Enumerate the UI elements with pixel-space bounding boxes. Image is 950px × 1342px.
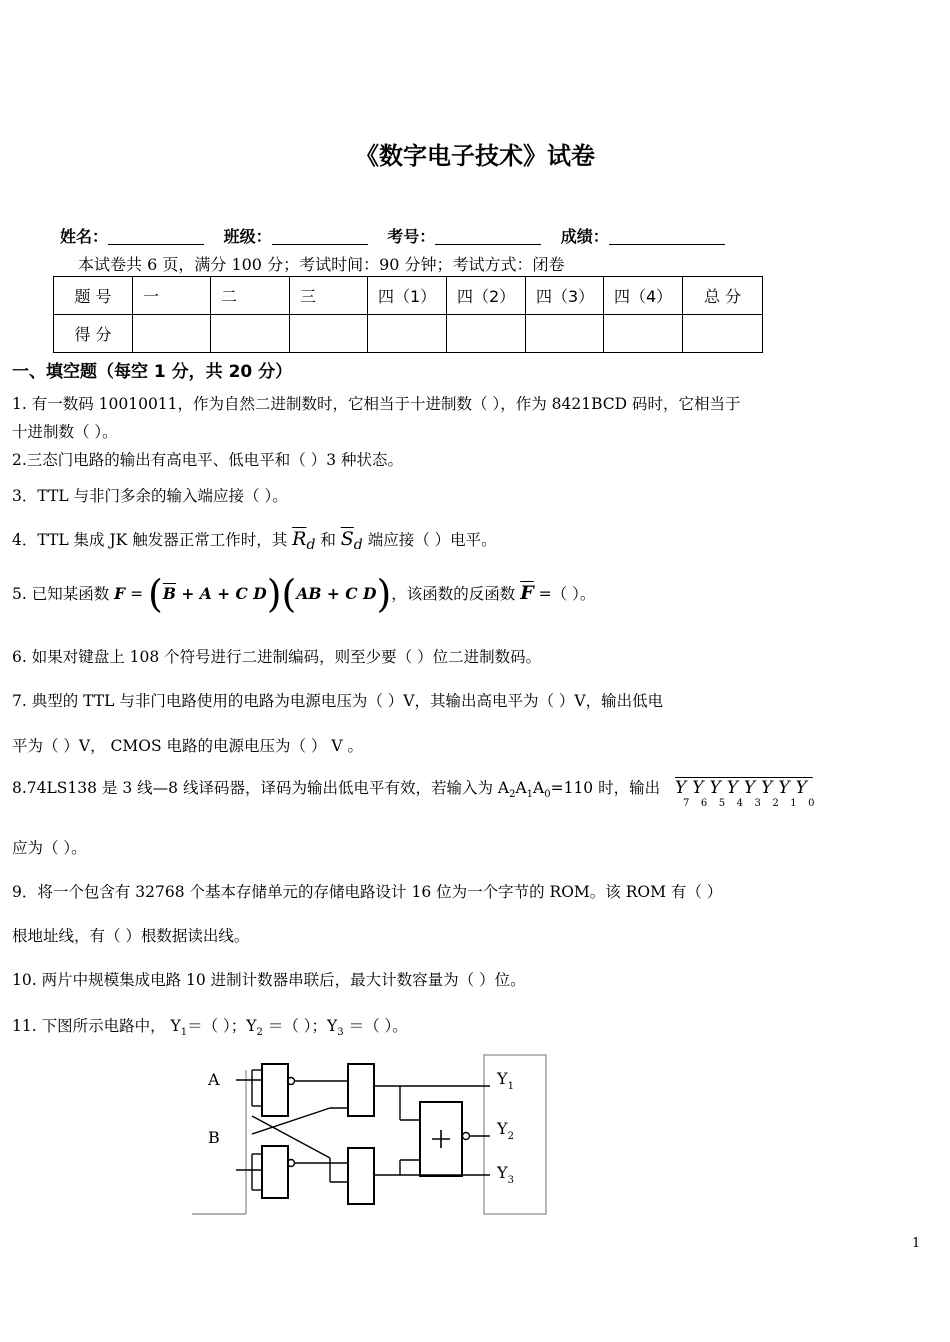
score-cell[interactable] bbox=[368, 315, 447, 353]
score-label: 成绩： bbox=[560, 227, 609, 246]
score-cell[interactable] bbox=[133, 315, 211, 353]
question-6: 6. 如果对键盘上 108 个符号进行二进制编码，则至少要（ ）位二进制数码。 bbox=[12, 648, 542, 666]
question-11: 11. 下图所示电路中， $Y_1=$（ ）；$Y_2$ ＝（ ）；$Y_3$ ＝（ ）。 bbox=[12, 1017, 408, 1039]
score-cell[interactable] bbox=[447, 315, 526, 353]
question-8-line-2: 应为（ ）。 bbox=[12, 839, 87, 857]
score-header-cell: 总 分 bbox=[683, 277, 763, 315]
score-cell[interactable] bbox=[526, 315, 604, 353]
and-gate-1 bbox=[348, 1064, 374, 1116]
score-cell[interactable] bbox=[211, 315, 290, 353]
nand-gate-2 bbox=[262, 1146, 288, 1198]
page-number: 1 bbox=[912, 1236, 921, 1251]
and-gate-2 bbox=[348, 1148, 374, 1204]
score-blank[interactable] bbox=[609, 228, 725, 245]
f-bar: $\overline{F}$ bbox=[520, 582, 534, 604]
b-bar: $\overline{B}$ bbox=[162, 584, 176, 603]
question-2: 2.三态门电路的输出有高电平、低电平和（ ）3 种状态。 bbox=[12, 451, 404, 469]
wire bbox=[252, 1108, 330, 1134]
question-1-line-1: 1. 有一数码 10010011，作为自然二进制数时，它相当于十进制数（ ），作为 8421BCD 码时，它相当于 bbox=[12, 395, 741, 413]
rd-bar: $\overline{R}$ bbox=[292, 528, 307, 550]
output-frame bbox=[484, 1055, 546, 1214]
sd-bar: $\overline{S}$ bbox=[340, 528, 354, 550]
student-info-row bbox=[60, 224, 739, 247]
logic-circuit-diagram bbox=[190, 1050, 560, 1220]
output-y2-label: $Y_2$ bbox=[497, 1119, 514, 1142]
id-blank[interactable] bbox=[435, 228, 541, 245]
score-header-cell: 二 bbox=[211, 277, 290, 315]
question-3: 3．TTL 与非门多余的输入端应接（ ）。 bbox=[12, 487, 288, 505]
output-y1-label: $Y_1$ bbox=[497, 1069, 514, 1092]
score-table-header-row bbox=[54, 277, 763, 315]
question-10: 10. 两片中规模集成电路 10 进制计数器串联后，最大计数容量为（ ）位。 bbox=[12, 971, 526, 989]
question-9-line-2: 根地址线，有（ ）根数据读出线。 bbox=[12, 927, 250, 945]
input-a-label: A bbox=[208, 1070, 220, 1089]
question-5: 5. 已知某函数 $F = (\overline{B} + A + C$ D)(AB + C D)，该函数的反函数 $\overline{F}$ =（ ）。 bbox=[12, 572, 596, 616]
question-4: 4．TTL 集成 JK 触发器正常工作时，其 $\overline{R}_d$ 和 $\overline{S}_d$ 端应接（ ）电平。 bbox=[12, 528, 497, 554]
score-table bbox=[53, 276, 763, 353]
score-cell[interactable] bbox=[604, 315, 683, 353]
question-7-line-1: 7. 典型的 TTL 与非门电路使用的电路为电源电压为（ ）V，其输出高电平为（ ）V，输出低电 bbox=[12, 692, 664, 710]
question-8: 8.74LS138 是 3 线—8 线译码器，译码为输出低电平有效，若输入为 $A_2A_1A_0=110$ 时，输出 YYYYYYYY 76543210 bbox=[12, 778, 826, 809]
score-header-cell: 四（3） bbox=[526, 277, 604, 315]
score-header-cell: 四（1） bbox=[368, 277, 447, 315]
score-cell[interactable] bbox=[290, 315, 368, 353]
score-header-cell: 三 bbox=[290, 277, 368, 315]
score-header-cell: 四（4） bbox=[604, 277, 683, 315]
nand-gate-1 bbox=[262, 1064, 288, 1116]
input-b-label: B bbox=[208, 1128, 220, 1147]
id-label: 考号： bbox=[387, 227, 436, 246]
question-7-line-2: 平为（ ）V， CMOS 电路的电源电压为（ ） V 。 bbox=[12, 737, 364, 755]
wire bbox=[252, 1116, 330, 1158]
question-1-line-2: 十进制数（ ）。 bbox=[12, 423, 118, 441]
question-9-line-1: 9．将一个包含有 32768 个基本存储单元的存储电路设计 16 位为一个字节的 ROM。该 ROM 有（ ） bbox=[12, 883, 723, 901]
score-table-score-row bbox=[54, 315, 763, 353]
section-heading-1: 一、填空题（每空 1 分，共 20 分） bbox=[12, 362, 293, 382]
name-blank[interactable] bbox=[108, 228, 204, 245]
name-label: 姓名： bbox=[60, 227, 109, 246]
output-y3-label: $Y_3$ bbox=[497, 1163, 514, 1186]
inverter-bubble bbox=[463, 1133, 470, 1140]
score-cell[interactable] bbox=[683, 315, 763, 353]
score-header-cell: 四（2） bbox=[447, 277, 526, 315]
score-row-label: 得 分 bbox=[54, 315, 133, 353]
page-title: 《数字电子技术》试卷 bbox=[355, 142, 595, 170]
decoder-outputs: YYYYYYYY 76543210 bbox=[675, 778, 826, 809]
class-blank[interactable] bbox=[272, 228, 368, 245]
class-label: 班级： bbox=[223, 227, 272, 246]
score-header-cell: 题 号 bbox=[54, 277, 133, 315]
score-header-cell: 一 bbox=[133, 277, 211, 315]
exam-note: 本试卷共 6 页，满分 100 分；考试时间：90 分钟；考试方式：闭卷 bbox=[78, 255, 565, 274]
